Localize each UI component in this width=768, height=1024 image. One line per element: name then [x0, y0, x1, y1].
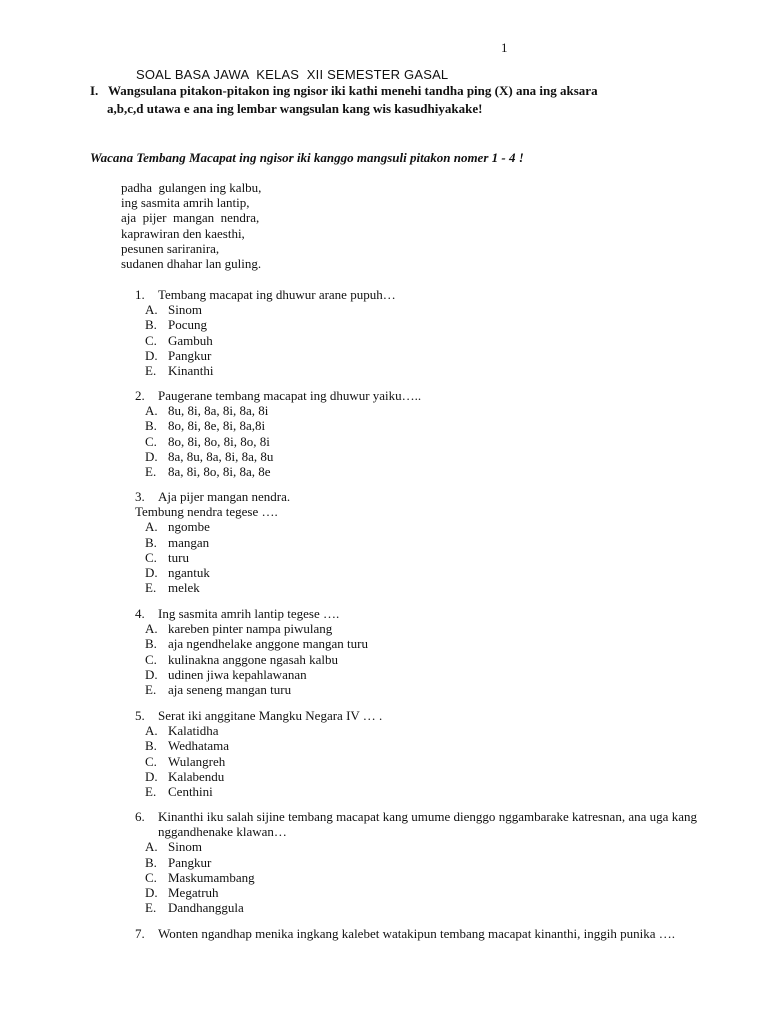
- option[interactable]: [135, 348, 697, 363]
- question-7: [135, 926, 697, 941]
- option-letter: C.: [145, 433, 157, 449]
- poem-line: sudanen dhahar lan guling.: [121, 256, 262, 272]
- option[interactable]: [135, 449, 697, 464]
- question-3: [135, 489, 697, 595]
- option-letter: E.: [145, 580, 157, 596]
- option-letter: E.: [145, 784, 157, 800]
- question-text: Wonten ngandhap menika ingkang kalebet watakipun tembang macapat kinanthi, inggih punika ….: [158, 926, 676, 941]
- option[interactable]: [135, 839, 697, 854]
- question-number: 1.: [135, 287, 145, 302]
- option-text: ngantuk: [168, 565, 210, 581]
- option-letter: B.: [145, 317, 157, 333]
- option[interactable]: [135, 464, 697, 479]
- option-text: Kalabendu: [168, 768, 225, 784]
- question-text: Tembang macapat ing dhuwur arane pupuh…: [158, 287, 396, 302]
- option[interactable]: [135, 302, 697, 317]
- poem-line: pesunen sariranira,: [121, 240, 220, 256]
- options: [135, 839, 697, 915]
- option-text: Sinom: [168, 302, 202, 318]
- option-text: 8u, 8i, 8a, 8i, 8a, 8i: [168, 403, 269, 419]
- poem-line: kaprawiran den kaesthi,: [121, 225, 245, 241]
- page-number: 1: [501, 40, 508, 55]
- question-stem: [135, 926, 697, 941]
- option[interactable]: [135, 754, 697, 769]
- option[interactable]: [135, 621, 697, 636]
- question-number: 4.: [135, 606, 145, 621]
- option-letter: B.: [145, 738, 157, 754]
- question-number: 3.: [135, 489, 145, 504]
- options: [135, 519, 697, 595]
- option-letter: A.: [145, 723, 158, 739]
- question-stem: [135, 809, 697, 839]
- options: [135, 403, 697, 479]
- option-text: aja ngendhelake anggone mangan turu: [168, 636, 368, 652]
- question-stem: [135, 287, 697, 302]
- option-text: Pangkur: [168, 347, 212, 363]
- option-text: Megatruh: [168, 885, 219, 901]
- option-letter: A.: [145, 839, 158, 855]
- option-letter: C.: [145, 869, 157, 885]
- option-letter: B.: [145, 418, 157, 434]
- option-letter: D.: [145, 885, 158, 901]
- option-letter: D.: [145, 768, 158, 784]
- option-letter: C.: [145, 549, 157, 565]
- question-stem: [135, 388, 697, 403]
- option-letter: B.: [145, 534, 157, 550]
- option[interactable]: [135, 519, 697, 534]
- question-stem: [135, 606, 697, 621]
- option[interactable]: [135, 550, 697, 565]
- option-text: Kalatidha: [168, 723, 219, 739]
- instruction-line-2: a,b,c,d utawa e ana ing lembar wangsulan kang wis kasudhiyakake!: [107, 101, 483, 116]
- option-letter: A.: [145, 403, 158, 419]
- option[interactable]: [135, 769, 697, 784]
- option[interactable]: [135, 434, 697, 449]
- question-number: 5.: [135, 708, 145, 723]
- option-letter: C.: [145, 753, 157, 769]
- question-number: 6.: [135, 809, 145, 824]
- question-number: 7.: [135, 926, 145, 941]
- question-text: Kinanthi iku salah sijine tembang macapat kang umume dienggo nggambarake katresnan, ana uga kang nggandhenake klawan…: [158, 809, 697, 840]
- option[interactable]: [135, 535, 697, 550]
- option-text: mangan: [168, 534, 210, 550]
- question-text: Serat iki anggitane Mangku Negara IV … .: [158, 708, 383, 723]
- option-text: Kinanthi: [168, 363, 214, 379]
- options: [135, 621, 697, 697]
- option[interactable]: [135, 784, 697, 799]
- options: [135, 302, 697, 378]
- option-text: Wedhatama: [168, 738, 230, 754]
- question-1: [135, 287, 697, 378]
- option-letter: E.: [145, 682, 157, 698]
- option-text: ngombe: [168, 519, 210, 535]
- option-letter: D.: [145, 347, 158, 363]
- option[interactable]: [135, 855, 697, 870]
- option-text: 8a, 8i, 8o, 8i, 8a, 8e: [168, 464, 271, 480]
- option-text: kareben pinter nampa piwulang: [168, 621, 333, 637]
- option-letter: E.: [145, 363, 157, 379]
- question-number: 2.: [135, 388, 145, 403]
- option[interactable]: [135, 723, 697, 738]
- option-text: Dandhanggula: [168, 900, 244, 916]
- question-text: Paugerane tembang macapat ing dhuwur yaiku…..: [158, 388, 422, 403]
- option[interactable]: [135, 317, 697, 332]
- option-text: Pangkur: [168, 854, 212, 870]
- option-text: Gambuh: [168, 332, 213, 348]
- document-title: SOAL BASA JAWA KELAS XII SEMESTER GASAL: [136, 67, 449, 82]
- option-text: Maskumambang: [168, 869, 255, 885]
- option[interactable]: [135, 667, 697, 682]
- option-letter: C.: [145, 332, 157, 348]
- option[interactable]: [135, 636, 697, 651]
- option[interactable]: [135, 403, 697, 418]
- options: [135, 723, 697, 799]
- question-text: Ing sasmita amrih lantip tegese ….: [158, 606, 340, 621]
- option-text: Sinom: [168, 839, 202, 855]
- option-letter: B.: [145, 854, 157, 870]
- option-text: 8a, 8u, 8a, 8i, 8a, 8u: [168, 448, 274, 464]
- instruction-number: I.: [90, 83, 99, 98]
- option-text: turu: [168, 549, 189, 565]
- question-text: Aja pijer mangan nendra.: [158, 489, 291, 504]
- option-text: 8o, 8i, 8e, 8i, 8a,8i: [168, 418, 266, 434]
- option[interactable]: [135, 885, 697, 900]
- option-letter: B.: [145, 636, 157, 652]
- poem: [121, 180, 261, 271]
- option-text: aja seneng mangan turu: [168, 682, 292, 698]
- option[interactable]: [135, 900, 697, 915]
- option[interactable]: [135, 738, 697, 753]
- option-text: 8o, 8i, 8o, 8i, 8o, 8i: [168, 433, 270, 449]
- question-2: [135, 388, 697, 479]
- option-letter: D.: [145, 448, 158, 464]
- option-letter: D.: [145, 565, 158, 581]
- option-text: Pocung: [168, 317, 207, 333]
- poem-line: ing sasmita amrih lantip,: [121, 195, 250, 211]
- question-stem: [135, 708, 697, 723]
- option[interactable]: [135, 870, 697, 885]
- question-6: [135, 809, 697, 915]
- option-letter: C.: [145, 651, 157, 667]
- question-5: [135, 708, 697, 799]
- option-text: Wulangreh: [168, 753, 226, 769]
- question-4: [135, 606, 697, 697]
- option-letter: E.: [145, 900, 157, 916]
- poem-line: aja pijer mangan nendra,: [121, 210, 260, 226]
- poem-line: padha gulangen ing kalbu,: [121, 180, 262, 195]
- option[interactable]: [135, 580, 697, 595]
- wacana-heading: Wacana Tembang Macapat ing ngisor iki kanggo mangsuli pitakon nomer 1 - 4 !: [90, 150, 524, 165]
- option[interactable]: [135, 363, 697, 378]
- option-letter: D.: [145, 666, 158, 682]
- option-text: kulinakna anggone ngasah kalbu: [168, 651, 339, 667]
- option[interactable]: [135, 418, 697, 433]
- option[interactable]: [135, 333, 697, 348]
- option[interactable]: [135, 565, 697, 580]
- option-text: melek: [168, 580, 200, 596]
- option-letter: A.: [145, 621, 158, 637]
- question-stem: [135, 489, 697, 504]
- option[interactable]: [135, 682, 697, 697]
- option-text: Centhini: [168, 784, 213, 800]
- option-letter: A.: [145, 519, 158, 535]
- question-subtext: Tembung nendra tegese ….: [135, 504, 278, 520]
- instruction-line-1: Wangsulana pitakon-pitakon ing ngisor iki kathi menehi tandha ping (X) ana ing aksara: [108, 83, 598, 98]
- option-letter: A.: [145, 302, 158, 318]
- option-letter: E.: [145, 464, 157, 480]
- option[interactable]: [135, 652, 697, 667]
- option-text: udinen jiwa kepahlawanan: [168, 666, 307, 682]
